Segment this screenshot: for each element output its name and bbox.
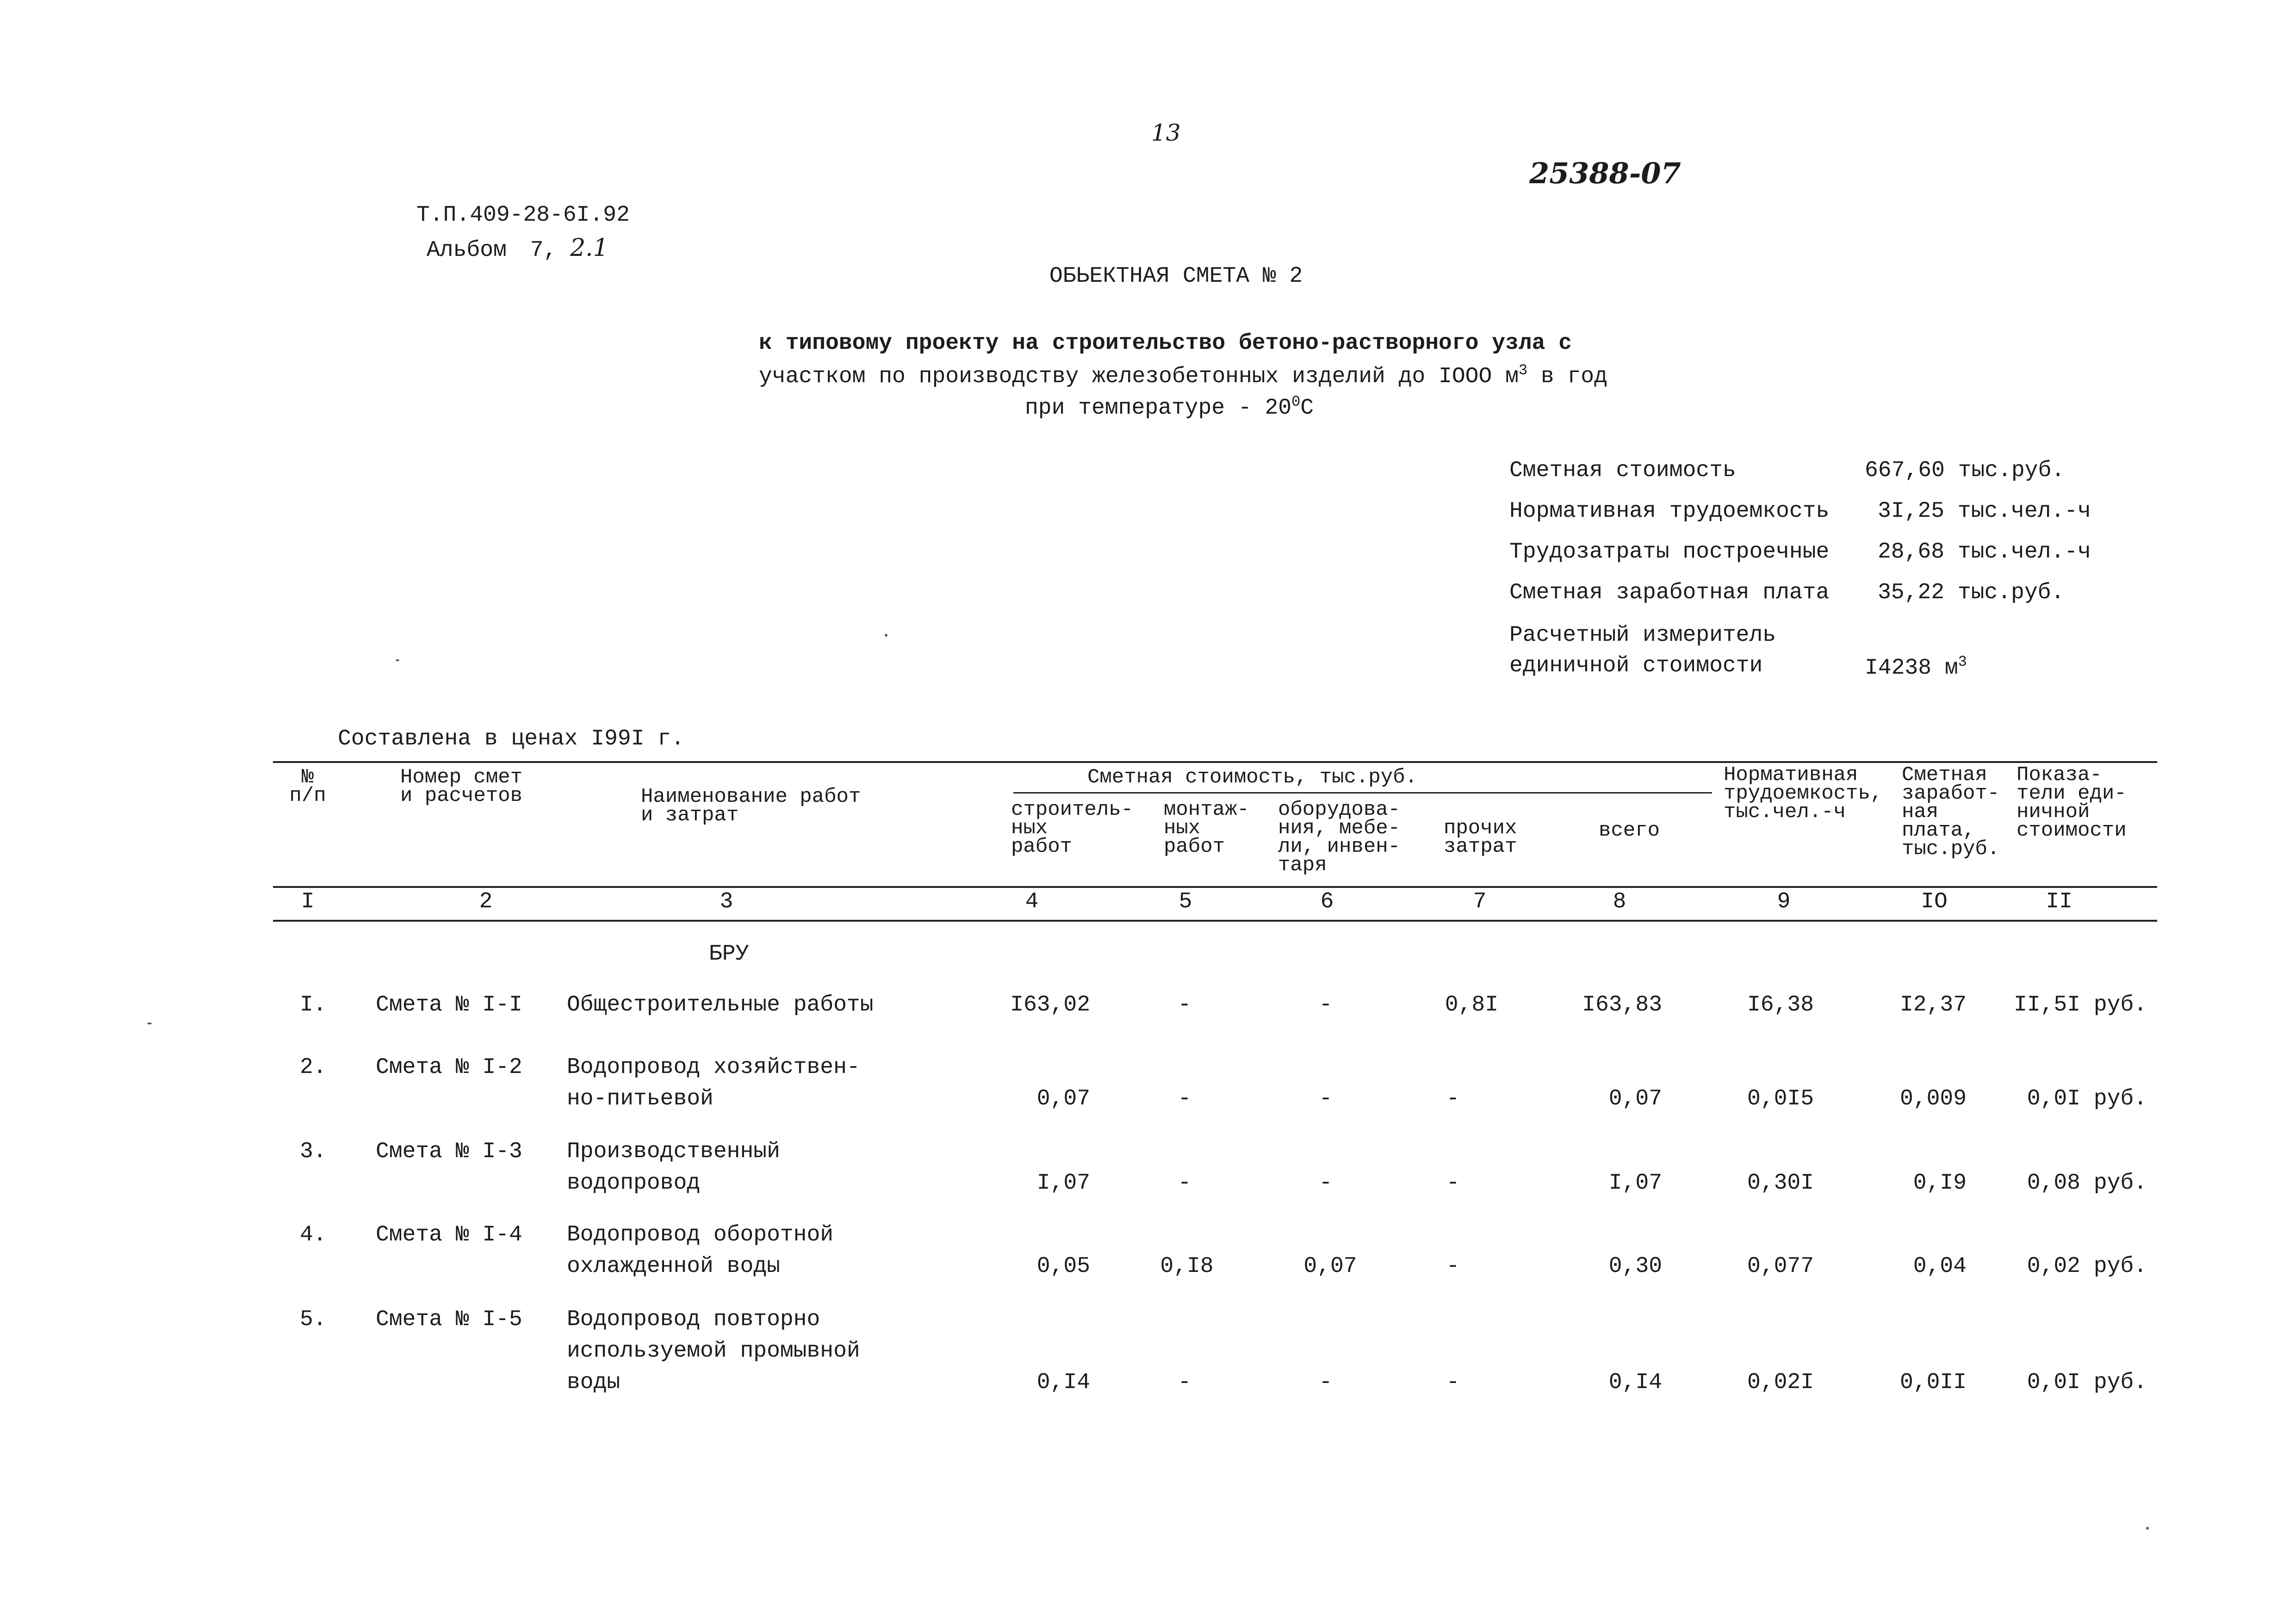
subtitle-line-3-text: при температуре - 20 — [1025, 396, 1292, 421]
speck — [396, 659, 399, 661]
row-3-estimate: Смета № I-3 — [376, 1139, 522, 1164]
column-number: 2 — [479, 889, 493, 914]
row-2-name-2: но-питьевой — [567, 1086, 714, 1111]
column-number: 4 — [1025, 889, 1039, 914]
column-numbers-rule — [273, 920, 2157, 922]
summary-label-cost: Сметная стоимость — [1509, 458, 1736, 483]
row-5-labor: 0,02I — [1747, 1370, 1814, 1395]
subtitle-line-2-end: в год — [1527, 364, 1607, 389]
speck — [2146, 1527, 2149, 1530]
row-5-name-2: используемой промывной — [567, 1339, 860, 1364]
subtitle-line-1: к типовому проекту на строительство бетоно-растворного узла с — [759, 331, 1572, 356]
row-5-name-1: Водопровод повторно — [567, 1307, 820, 1332]
header-labor: Нормативная трудоемкость, тыс.чел.-ч — [1724, 763, 1883, 824]
summary-value-cost: 667,60 тыс.руб. — [1865, 458, 2065, 483]
row-2-labor: 0,0I5 — [1747, 1086, 1814, 1111]
cubic-superscript: 3 — [1518, 362, 1528, 379]
document-code: 25388-07 — [1529, 156, 1681, 190]
row-4-equipment: 0,07 — [1303, 1254, 1357, 1279]
header-other: прочих затрат — [1444, 817, 1517, 858]
row-5-unit-cost: 0,0I руб. — [2027, 1370, 2147, 1395]
row-3-total: I,07 — [1608, 1171, 1662, 1196]
column-number: 9 — [1777, 889, 1791, 914]
column-number: 6 — [1320, 889, 1334, 914]
row-3-construction: I,07 — [1036, 1171, 1090, 1196]
cost-group-rule — [1013, 792, 1712, 794]
speck — [147, 1023, 152, 1024]
summary-label-site-labor: Трудозатраты построечные — [1509, 539, 1830, 564]
row-5-equipment: - — [1319, 1370, 1333, 1395]
row-3-equipment: - — [1319, 1171, 1333, 1196]
row-3-other: - — [1446, 1171, 1460, 1196]
column-number: II — [2046, 889, 2073, 914]
column-number: 7 — [1473, 889, 1487, 914]
row-2-other: - — [1446, 1086, 1460, 1111]
prices-note: Составлена в ценах I99I г. — [338, 726, 684, 751]
row-3-num: 3. — [300, 1139, 327, 1164]
summary-value-site-labor: 28,68 тыс.чел.-ч — [1878, 539, 2091, 564]
row-2-total: 0,07 — [1608, 1086, 1662, 1111]
meter-value-text: I4238 м — [1865, 656, 1958, 681]
header-num: № п/п — [289, 766, 326, 807]
row-1-num: I. — [300, 992, 327, 1017]
row-1-wages: I2,37 — [1899, 992, 1967, 1017]
row-1-unit-cost: II,5I руб. — [2013, 992, 2147, 1017]
album-ref — [427, 234, 608, 263]
row-1-total: I63,83 — [1582, 992, 1662, 1017]
row-5-total: 0,I4 — [1608, 1370, 1662, 1395]
row-4-name-2: охлажденной воды — [567, 1254, 780, 1279]
header-bottom-rule — [273, 886, 2157, 888]
row-3-name-1: Производственный — [567, 1139, 780, 1164]
page-title: ОБЬЕКТНАЯ СМЕТА № 2 — [1049, 264, 1303, 289]
row-1-labor: I6,38 — [1747, 992, 1814, 1017]
row-4-installation: 0,I8 — [1160, 1254, 1214, 1279]
section-label: БРУ — [709, 942, 749, 967]
summary-label-labor: Нормативная трудоемкость — [1509, 499, 1830, 524]
summary-label-wages: Сметная заработная плата — [1509, 580, 1830, 605]
row-4-unit-cost: 0,02 руб. — [2027, 1254, 2147, 1279]
row-1-installation: - — [1178, 992, 1191, 1017]
row-2-construction: 0,07 — [1036, 1086, 1090, 1111]
meter-label-1: Расчетный измеритель — [1509, 623, 1776, 648]
row-2-equipment: - — [1319, 1086, 1333, 1111]
project-code: Т.П.409-28-6I.92 — [416, 203, 630, 228]
row-1-equipment: - — [1319, 992, 1333, 1017]
column-number: 8 — [1613, 889, 1626, 914]
meter-label-2: единичной стоимости — [1509, 653, 1763, 678]
row-5-num: 5. — [300, 1307, 327, 1332]
row-3-name-2: водопровод — [567, 1171, 701, 1196]
row-4-total: 0,30 — [1608, 1254, 1662, 1279]
row-5-estimate: Смета № I-5 — [376, 1307, 522, 1332]
subtitle-line-2-text: участком по производству железобетонных изделий до IOOO м — [759, 364, 1519, 389]
row-4-wages: 0,04 — [1913, 1254, 1967, 1279]
summary-value-labor: 3I,25 тыс.чел.-ч — [1878, 499, 2091, 524]
subtitle-line-3 — [1025, 393, 1314, 421]
row-4-name-1: Водопровод оборотной — [567, 1222, 834, 1247]
row-2-installation: - — [1178, 1086, 1191, 1111]
column-number: 3 — [720, 889, 733, 914]
header-estimate: Номер смет и расчетов — [400, 766, 523, 807]
row-4-estimate: Смета № I-4 — [376, 1222, 522, 1247]
row-5-construction: 0,I4 — [1036, 1370, 1090, 1395]
speck — [885, 634, 887, 637]
row-2-wages: 0,009 — [1899, 1086, 1967, 1111]
row-1-other: 0,8I — [1445, 992, 1498, 1017]
row-5-installation: - — [1178, 1370, 1191, 1395]
row-3-wages: 0,I9 — [1913, 1171, 1967, 1196]
meter-value — [1865, 653, 1967, 681]
header-unit-cost: Показа- тели еди- ничной стоимости — [2017, 763, 2127, 842]
row-1-estimate: Смета № I-I — [376, 992, 522, 1017]
row-4-construction: 0,05 — [1036, 1254, 1090, 1279]
header-equipment: оборудова- ния, мебе- ли, инвен- таря — [1278, 798, 1401, 877]
column-number: 5 — [1179, 889, 1192, 914]
subtitle-line-3-end: С — [1300, 396, 1314, 421]
row-2-num: 2. — [300, 1055, 327, 1080]
row-2-unit-cost: 0,0I руб. — [2027, 1086, 2147, 1111]
album-value: 7, — [530, 238, 557, 263]
table-top-rule — [273, 761, 2157, 763]
header-installation: монтаж- ных работ — [1164, 798, 1249, 858]
row-4-num: 4. — [300, 1222, 327, 1247]
row-5-name-3: воды — [567, 1370, 621, 1395]
album-label: Альбом — [427, 238, 507, 263]
header-wages: Сметная заработ- ная плата, тыс.руб. — [1902, 763, 2000, 861]
row-3-labor: 0,30I — [1747, 1171, 1814, 1196]
header-total: всего — [1599, 819, 1660, 842]
row-2-name-1: Водопровод хозяйствен- — [567, 1055, 860, 1080]
row-5-wages: 0,0II — [1899, 1370, 1967, 1395]
row-4-other: - — [1446, 1254, 1460, 1279]
header-name: Наименование работ и затрат — [641, 785, 861, 827]
row-5-other: - — [1446, 1370, 1460, 1395]
column-number: IO — [1921, 889, 1948, 914]
row-3-installation: - — [1178, 1171, 1191, 1196]
header-construction: строитель- ных работ — [1011, 798, 1134, 858]
header-cost-group: Сметная стоимость, тыс.руб. — [1087, 766, 1417, 789]
meter-superscript: 3 — [1958, 653, 1967, 670]
page-number: 13 — [1151, 119, 1181, 146]
degree-superscript: 0 — [1291, 393, 1301, 410]
column-number: I — [301, 889, 315, 914]
row-1-construction: I63,02 — [1010, 992, 1090, 1017]
row-4-labor: 0,077 — [1747, 1254, 1814, 1279]
album-handwritten: 2.1 — [570, 234, 608, 262]
summary-value-wages: 35,22 тыс.руб. — [1878, 580, 2065, 605]
row-2-estimate: Смета № I-2 — [376, 1055, 522, 1080]
subtitle-line-2 — [759, 362, 1607, 389]
row-3-unit-cost: 0,08 руб. — [2027, 1171, 2147, 1196]
row-1-name-1: Общестроительные работы — [567, 992, 874, 1017]
